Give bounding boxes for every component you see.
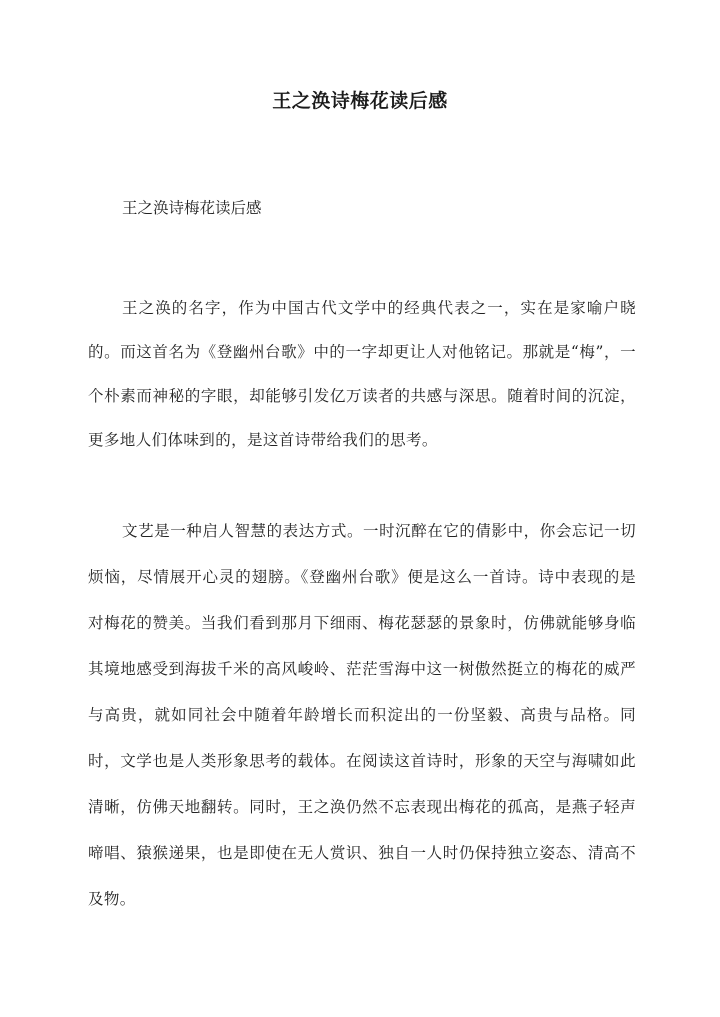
document-title: 王之涣诗梅花读后感 <box>272 90 448 112</box>
paragraph-1: 王之涣的名字，作为中国古代文学中的经典代表之一，实在是家喻户晓的。而这首名为《登幽州台歌》中的一字却更让人对他铭记。那就是“梅”，一个朴素而神秘的字眼，却能够引发亿万读者的共感与深思。随着时间的沉淀，更多地人们体味到的，是这首诗带给我们的思考。 <box>88 299 636 449</box>
document-subtitle: 王之涣诗梅花读后感 <box>122 199 262 217</box>
paragraph-2: 文艺是一种启人智慧的表达方式。一时沉醉在它的倩影中，你会忘记一切烦恼，尽情展开心灵的翅膀。《登幽州台歌》便是这么一首诗。诗中表现的是对梅花的赞美。当我们看到那月下细雨、梅花瑟瑟的景象时，仿佛就能够身临其境地感受到海拔千米的高风峻岭、茫茫雪海中这一树傲然挺立的梅花的威严与高贵，就如同社会中随着年龄增长而积淀出的一份坚毅、高贵与品格。同时，文学也是人类形象思考的载体。在阅读这首诗时，形象的天空与海啸如此清晰，仿佛天地翻转。同时，王之涣仍然不忘表现出梅花的孤高，是燕子轻声啼唱、猿猴递果，也是即使在无人赏识、独自一人时仍保持独立姿态、清高不及物。 <box>88 522 636 908</box>
